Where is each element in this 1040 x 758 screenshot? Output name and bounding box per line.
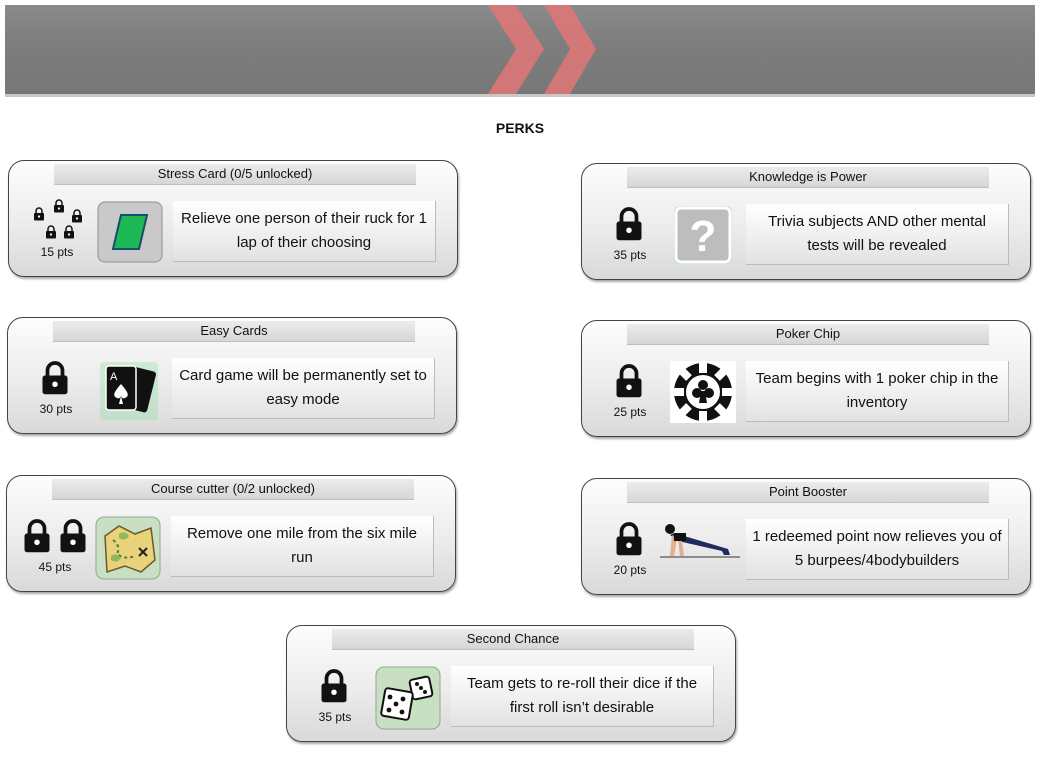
lock-icon [63,225,75,239]
perk-title: Easy Cards [53,321,415,342]
perk-card-second-chance[interactable] [286,625,736,742]
svg-text:A: A [110,371,118,383]
perk-card-point-booster[interactable] [581,478,1031,595]
perk-title: Poker Chip [627,324,989,345]
perk-title: Point Booster [627,482,989,503]
lock-icon [319,668,349,704]
lock-icon [40,360,70,396]
perk-description: Remove one mile from the six mile run [171,516,434,577]
lock-icon [53,199,65,213]
lock-group [592,363,668,419]
perk-description: Relieve one person of their ruck for 1 lap of their choosing [173,201,436,262]
playing-cards-icon [96,358,162,420]
chevron-logo-icon [470,5,610,94]
page-title: PERKS [495,120,545,136]
perk-title: Knowledge is Power [627,167,989,188]
green-card-icon [97,201,163,263]
lock-group [309,668,385,724]
points-cost: 30 pts [39,402,73,416]
perk-card-stress-card[interactable] [8,160,458,277]
perk-description: Trivia subjects AND other mental tests will be revealed [746,204,1009,265]
perk-title: Second Chance [332,629,694,650]
perk-card-easy-cards[interactable] [7,317,457,434]
lock-group [19,203,95,259]
pushup-icon [660,519,740,581]
perk-description: Team gets to re-roll their dice if the first roll isn’t desirable [451,666,714,727]
perk-description: Team begins with 1 poker chip in the inventory [746,361,1009,422]
lock-group [592,206,668,262]
lock-icon [71,209,83,223]
map-icon [95,516,161,578]
points-cost: 15 pts [40,245,74,259]
dice-icon [375,666,441,728]
lock-icon [614,363,644,399]
points-cost: 25 pts [613,405,647,419]
perk-card-knowledge-is-power[interactable] [581,163,1031,280]
perk-description: 1 redeemed point now relieves you of 5 burpees/4bodybuilders [746,519,1009,580]
poker-chip-icon [670,361,736,423]
perk-title: Course cutter (0/2 unlocked) [52,479,414,500]
perk-card-poker-chip[interactable] [581,320,1031,437]
points-cost: 35 pts [318,710,352,724]
question-mark-icon [670,204,736,266]
lock-icon [58,518,88,554]
points-cost: 35 pts [613,248,647,262]
points-cost: 20 pts [613,563,647,577]
lock-icon [33,207,45,221]
lock-group [17,518,93,574]
lock-icon [614,521,644,557]
header-banner [5,5,1035,97]
perk-description: Card game will be permanently set to easy mode [172,358,435,419]
points-cost: 45 pts [38,560,72,574]
lock-icon [45,225,57,239]
lock-icon [22,518,52,554]
lock-group [18,360,94,416]
lock-group [592,521,668,577]
perk-title: Stress Card (0/5 unlocked) [54,164,416,185]
svg-text:?: ? [689,212,717,261]
perk-card-course-cutter[interactable] [6,475,456,592]
lock-icon [614,206,644,242]
